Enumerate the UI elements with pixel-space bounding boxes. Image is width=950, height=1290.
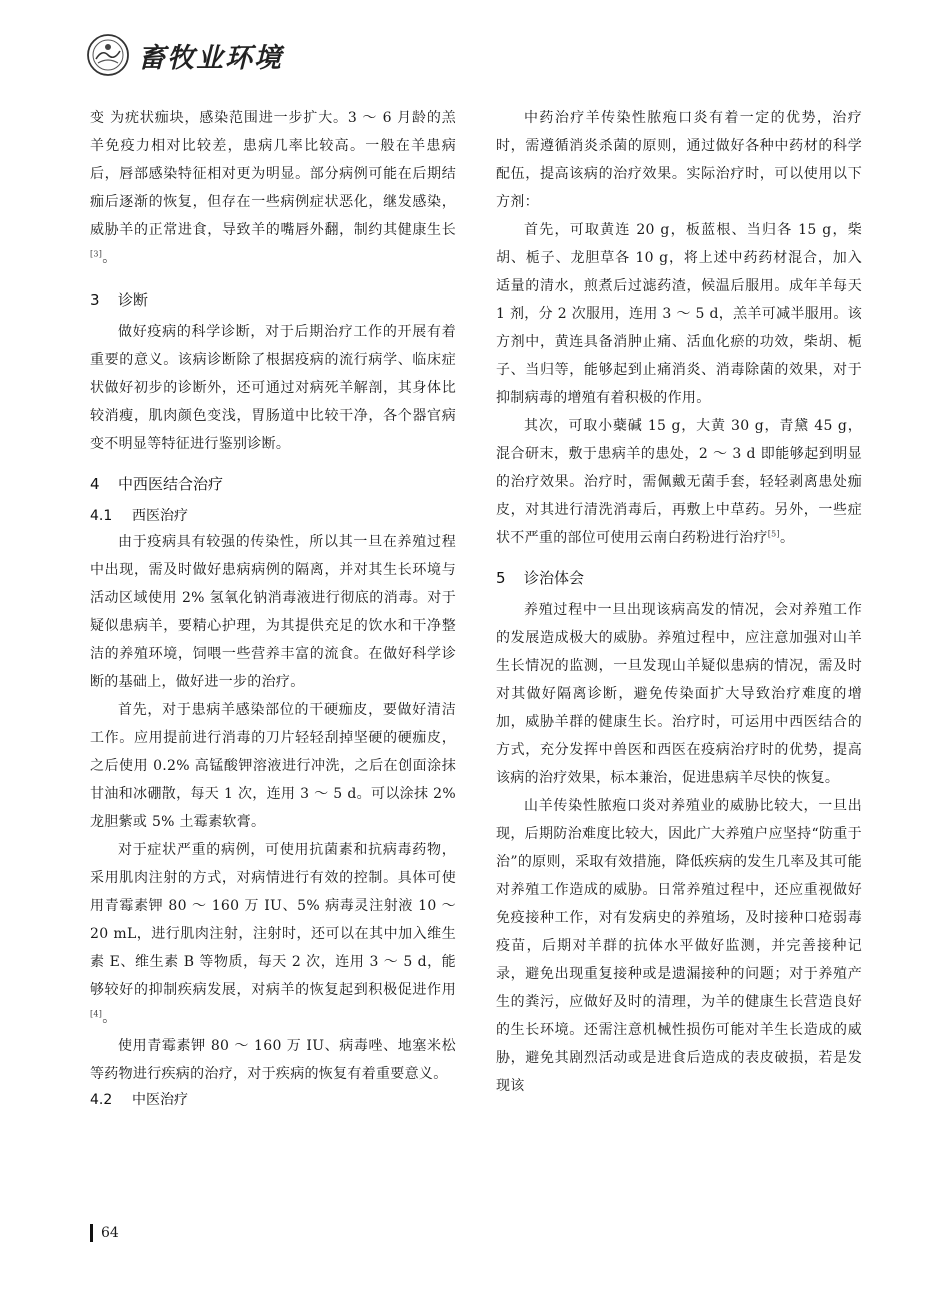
paragraph-western-3: 对于症状严重的病例，可使用抗菌素和抗病毒药物，采用肌肉注射的方式，对病情进行有效的控制。具体可使用青霉素钾 80 ～ 160 万 IU、5% 病毒灵注射液 10 ～ 20 mL，进行肌肉注射，注射时，还可以在其中加入维生素 E、维生素 B 等物质，每天 2 次，连用 3 ～ 5 d，能够较好的抑制疾病发展，对病羊的恢复起到积极促进作用[4]。 [90, 842, 456, 1026]
paragraph-experience-1: 养殖过程中一旦出现该病高发的情况，会对养殖工作的发展造成极大的威胁。养殖过程中，应注意加强对山羊生长情况的监测，一旦发现山羊疑似患病的情况，需及时对其做好隔离诊断，避免传染面扩大导致治疗难度的增加，威胁羊群的健康生长。治疗时，可运用中西医结合的方式，充分发挥中兽医和西医在疫病治疗时的优势，提高该病的治疗效果，标本兼治，促进患病羊尽快的恢复。 [496, 602, 862, 786]
paragraph-western-1: 由于疫病具有较强的传染性，所以其一旦在养殖过程中出现，需及时做好患病病例的隔离，并对其生长环境与活动区域使用 2% 氢氧化钠消毒液进行彻底的消毒。对于疑似患病羊，要精心护理，为其提供充足的饮水和干净整洁的养殖环境，饲喂一些营养丰富的流食。在做好科学诊断的基础上，做好进一步的治疗。 [90, 534, 456, 690]
footer-divider [90, 1224, 93, 1242]
journal-header [86, 30, 283, 80]
paragraph-intro-continued: 变 为疣状痂块，感染范围进一步扩大。3 ～ 6 月龄的羔羊免疫力相对比较差，患病几率比较高。一般在羊患病后，唇部感染特征相对更为明显。部分病例可能在后期结痂后逐渐的恢复，但存在一些病例症状恶化，继发感染，威胁羊的正常进食，导致羊的嘴唇外翻，制约其健康生长[3]。 [90, 110, 456, 266]
citation-5[interactable]: [5] [767, 529, 780, 539]
paragraph-experience-2: 山羊传染性脓疱口炎对养殖业的威胁比较大，一旦出现，后期防治难度比较大，因此广大养殖户应坚持“防重于治”的原则，采取有效措施，降低疾病的发生几率及其可能对养殖工作造成的威胁。日常养殖过程中，还应重视做好免疫接种工作，对有发病史的养殖场，及时接种口疮弱毒疫苗，后期对羊群的抗体水平做好监测，并完善接种记录，避免出现重复接种或是遗漏接种的问题；对于养殖产生的粪污，应做好及时的清理，为羊的健康生长营造良好的生长环境。还需注意机械性损伤可能对羊生长造成的威胁，避免其剧烈活动或是进食后造成的表皮破损，若是发现该 [496, 798, 862, 1094]
section-heading-3: 3 诊断 [90, 291, 149, 309]
paragraph-tcm-1: 中药治疗羊传染性脓疱口炎有着一定的优势，治疗时，需遵循消炎杀菌的原则，通过做好各种中药材的科学配伍，提高该病的治疗效果。实际治疗时，可以使用以下方剂： [496, 110, 862, 210]
journal-name: 畜牧业环境 [138, 42, 283, 74]
paragraph-diagnosis: 做好疫病的科学诊断，对于后期治疗工作的开展有着重要的意义。该病诊断除了根据疫病的流行病学、临床症状做好初步的诊断外，还可通过对病死羊解剖，其身体比较消瘦，肌肉颜色变浅，胃肠道中比较干净，各个器官病变不明显等特征进行鉴别诊断。 [90, 324, 456, 452]
right-column [496, 104, 862, 1100]
citation-3[interactable]: [3] [90, 249, 103, 259]
paragraph-tcm-3: 其次，可取小蘗碱 15 g，大黄 30 g，青黛 45 g，混合研末，敷于患病羊的患处，2 ～ 3 d 即能够起到明显的治疗效果。治疗时，需佩戴无菌手套，轻轻剥离患处痂皮，对其进行清洗消毒后，再敷上中草药。另外，一些症状不严重的部位可使用云南白药粉进行治疗[5]。 [496, 418, 862, 546]
paragraph-western-4: 使用青霉素钾 80 ～ 160 万 IU、病毒唑、地塞米松等药物进行疾病的治疗，对于疾病的恢复有着重要意义。 [90, 1038, 456, 1082]
section-heading-4: 4 中西医结合治疗 [90, 475, 224, 493]
left-column [90, 104, 456, 1110]
page-number: 64 [101, 1225, 119, 1241]
paragraph-western-2: 首先，对于患病羊感染部位的干硬痂皮，要做好清洁工作。应用提前进行消毒的刀片轻轻刮掉坚硬的硬痂皮，之后使用 0.2% 高锰酸钾溶液进行冲洗，之后在创面涂抹甘油和冰硼散，每天 1 次，连用 3 ～ 5 d。可以涂抹 2% 龙胆紫或 5% 土霉素软膏。 [90, 702, 456, 830]
journal-emblem-icon [86, 33, 130, 77]
page-footer [90, 1224, 119, 1242]
subsection-heading-4-1: 4.1 西医治疗 [90, 508, 188, 524]
paragraph-tcm-2: 首先，可取黄连 20 g，板蓝根、当归各 15 g，柴胡、栀子、龙胆草各 10 g，将上述中药药材混合，加入适量的清水，煎煮后过滤药渣，候温后服用。成年羊每天 1 剂，分 2 次服用，连用 3 ～ 5 d，羔羊可减半服用。该方剂中，黄连具备消肿止痛、活血化瘀的功效，柴胡、栀子、当归等，能够起到止痛消炎、消毒除菌的效果，对于抑制病毒的增殖有着积极的作用。 [496, 222, 862, 406]
citation-4[interactable]: [4] [90, 1009, 103, 1019]
section-heading-5: 5 诊治体会 [496, 569, 585, 587]
subsection-heading-4-2: 4.2 中医治疗 [90, 1092, 188, 1108]
